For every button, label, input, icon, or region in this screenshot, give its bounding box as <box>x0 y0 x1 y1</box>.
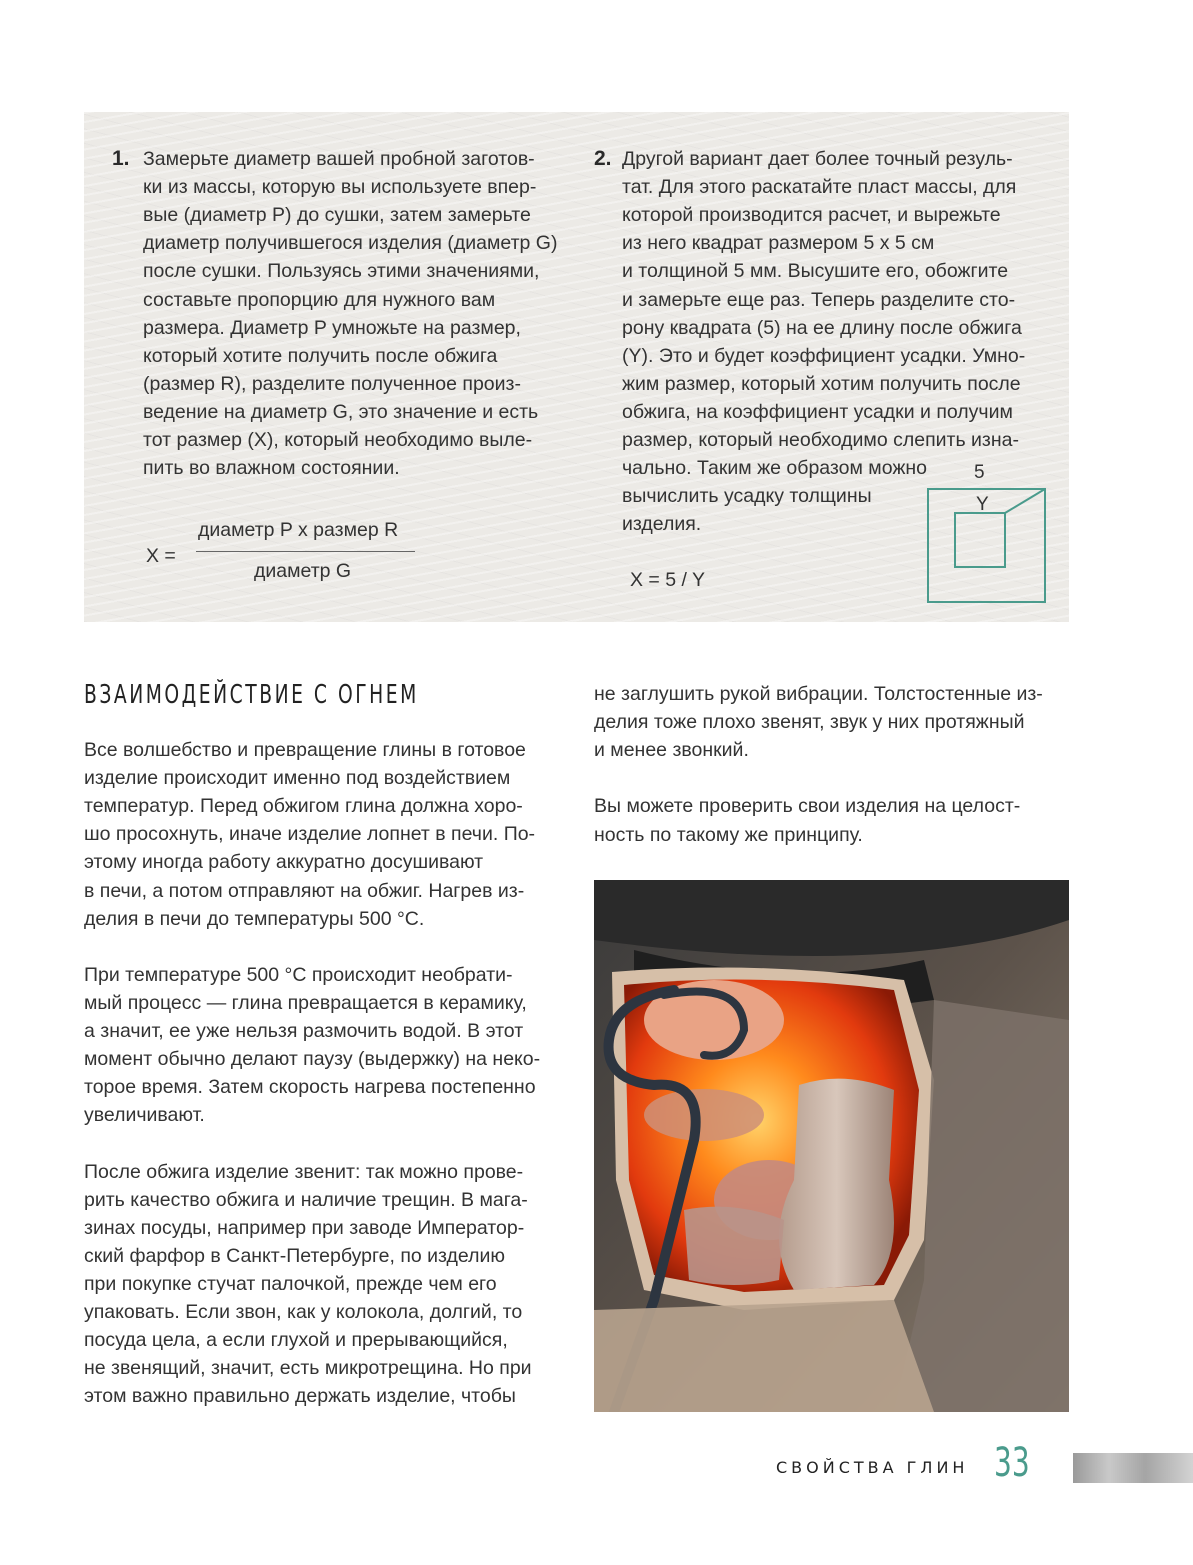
item-2-number: 2. <box>594 147 612 170</box>
item-1-line: тот размер (X), который необходимо выле- <box>143 429 533 451</box>
formula-1-denominator: диаметр G <box>254 560 352 582</box>
item-2-line: обжига, на коэффициент усадки и получим <box>622 400 1013 423</box>
item-1-line: ки из массы, которую вы используете впер- <box>143 176 537 199</box>
left-column-line: момент обычно делают паузу (выдержку) на неко- <box>84 1048 541 1071</box>
diagonal-line <box>1005 489 1045 513</box>
formula-1-fraction-bar <box>196 551 415 552</box>
left-column-line: зинах посуды, например при заводе Император- <box>84 1216 525 1239</box>
item-2-line: (Y). Это и будет коэффициент усадки. Умно- <box>622 344 1026 367</box>
item-2-line: изделия. <box>622 513 702 536</box>
left-column-line: ский фарфор в Санкт-Петербурге, по изделию <box>84 1244 506 1267</box>
kiln-fire-photo <box>594 880 1069 1412</box>
left-column-line: упаковать. Если звон, как у колокола, долгий, то <box>84 1301 523 1323</box>
right-column-line: ность по такому же принципу. <box>594 823 863 846</box>
item-2-line: которой производится расчет, и вырежьте <box>622 204 1001 227</box>
left-column-line: в печи, а потом отправляют на обжиг. Нагрев из- <box>84 879 525 902</box>
item-1-line: составьте пропорцию для нужного вам <box>143 288 496 311</box>
item-1-line: вые (диаметр P) до сушки, затем замерьте <box>143 204 531 227</box>
item-2-line: жим размер, который хотим получить после <box>622 372 1021 395</box>
formula-1-numerator: диаметр P х размер R <box>198 519 399 541</box>
page-number: 33 <box>994 1440 1030 1486</box>
left-column-line: рить качество обжига и наличие трещин. В мага- <box>84 1188 528 1211</box>
footer-stone-strip <box>1073 1453 1193 1483</box>
left-column-line: увеличивают. <box>84 1104 205 1127</box>
inner-square <box>955 513 1005 567</box>
item-1-line: (размер R), разделите полученное произ- <box>143 372 521 395</box>
item-1-line: после сушки. Пользуясь этими значениями, <box>143 260 540 283</box>
right-column-line: и менее звонкий. <box>594 739 749 762</box>
left-column-line: а значит, ее уже нельзя размочить водой. В этот <box>84 1020 524 1042</box>
left-column-line: этому иногда работу аккуратно досушивают <box>84 851 484 874</box>
left-column-line: при покупке стучат палочкой, прежде чем его <box>84 1272 497 1295</box>
right-column-line: делия тоже плохо звенят, звук у них протяжный <box>594 711 1025 734</box>
left-column-line: торое время. Затем скорость нагрева постепенно <box>84 1076 536 1099</box>
item-2-line: из него квадрат размером 5 х 5 см <box>622 232 935 255</box>
item-1-line: пить во влажном состоянии. <box>143 457 400 480</box>
left-column-line: мый процесс — глина превращается в керамику, <box>84 991 527 1014</box>
item-1-line: диаметр получившегося изделия (диаметр G) <box>143 232 558 255</box>
diagram-label-outer: 5 <box>974 462 985 483</box>
left-column-line: температур. Перед обжигом глина должна хоро- <box>84 795 523 818</box>
shrinkage-square-diagram <box>920 456 1080 606</box>
item-1-number: 1. <box>112 147 130 170</box>
item-1-line: размера. Диаметр P умножьте на размер, <box>143 316 521 339</box>
section-heading: ВЗАИМОДЕЙСТВИЕ С ОГНЕМ <box>84 680 419 710</box>
left-column-line: не звенящий, значит, есть микротрещина. Но при <box>84 1357 532 1380</box>
footer-section-label: СВОЙСТВА ГЛИН <box>776 1458 969 1477</box>
left-column-line: После обжига изделие звенит: так можно прове- <box>84 1160 524 1183</box>
item-2-line: рону квадрата (5) на ее длину после обжига <box>622 316 1022 339</box>
left-column-line: изделие происходит именно под воздействием <box>84 767 511 790</box>
right-column-line: не заглушить рукой вибрации. Толстостенные из- <box>594 683 1043 705</box>
item-2-line: тат. Для этого раскатайте пласт массы, для <box>622 176 1017 199</box>
item-2-line: Другой вариант дает более точный резуль- <box>622 148 1013 170</box>
diagram-label-inner: Y <box>976 494 989 515</box>
left-column-line: При температуре 500 °С происходит необрати- <box>84 963 513 986</box>
item-2-line: вычислить усадку толщины <box>622 485 872 508</box>
left-column-line: Все волшебство и превращение глины в готовое <box>84 739 526 761</box>
item-1-line: ведение на диаметр G, это значение и есть <box>143 400 539 423</box>
item-1-line: Замерьте диаметр вашей пробной заготов- <box>143 148 535 170</box>
item-2-line: и толщиной 5 мм. Высушите его, обожгите <box>622 260 1009 283</box>
item-2-line: и замерьте еще раз. Теперь разделите сто- <box>622 288 1016 311</box>
left-column-line: делия в печи до температуры 500 °С. <box>84 907 425 930</box>
formula-1-lhs: X = <box>146 545 176 567</box>
left-column-line: посуда цела, а если глухой и прерывающийся, <box>84 1329 508 1352</box>
right-column-line: Вы можете проверить свои изделия на целост- <box>594 795 1021 818</box>
item-1-line: который хотите получить после обжига <box>143 344 498 367</box>
left-column-line: этом важно правильно держать изделие, чтобы <box>84 1385 516 1408</box>
item-2-line: размер, который необходимо слепить изна- <box>622 429 1019 451</box>
left-column-line: шо просохнуть, иначе изделие лопнет в печи. По- <box>84 823 536 846</box>
item-2-line: чально. Таким же образом можно <box>622 457 927 480</box>
formula-2: X = 5 / Y <box>630 569 705 591</box>
